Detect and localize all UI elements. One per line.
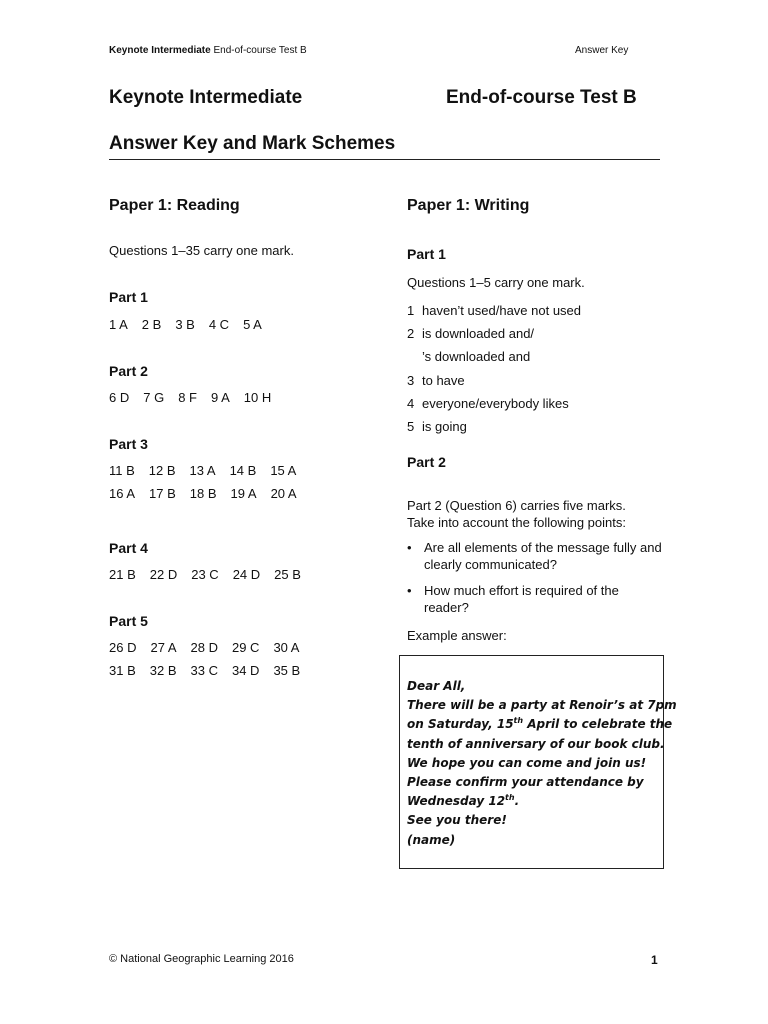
example-answer-box xyxy=(399,655,677,869)
letter-line: tenth of anniversary of our book club. xyxy=(407,736,665,751)
reading-part3-answers-row1 xyxy=(109,463,310,478)
ordinal-suffix: th xyxy=(505,793,515,803)
letter-text: on Saturday, 15 xyxy=(407,717,514,732)
page-subtitle: Answer Key and Mark Schemes xyxy=(109,133,396,154)
answer-item: 1 A xyxy=(109,317,128,332)
list-item xyxy=(407,392,581,415)
answer-item: 30 A xyxy=(273,640,300,655)
reading-part3-answers-row2 xyxy=(109,486,311,501)
item-text: haven’t used/have not used xyxy=(422,303,582,318)
answer-item: 33 C xyxy=(190,663,218,678)
answer-item: 12 B xyxy=(148,463,176,478)
writing-part1-answers xyxy=(407,299,581,438)
writing-part1-intro: Questions 1–5 carry one mark. xyxy=(407,275,585,290)
answer-item: 24 D xyxy=(232,567,261,582)
list-item xyxy=(407,322,581,345)
letter-text: Wednesday 12 xyxy=(407,794,506,809)
example-letter xyxy=(407,677,677,850)
bullet-icon: • xyxy=(407,583,412,598)
item-text: Are all elements of the message fully and clearly communicated? xyxy=(424,540,662,572)
letter-line xyxy=(407,715,677,734)
reading-part2-answers xyxy=(109,390,285,405)
item-text: ’s downloaded and xyxy=(422,349,531,365)
reading-part5-title: Part 5 xyxy=(109,613,148,629)
list-item xyxy=(407,583,667,616)
answer-item: 17 B xyxy=(149,486,176,501)
list-item xyxy=(407,415,581,438)
answer-item: 21 B xyxy=(109,567,136,582)
letter-line: There will be a party at Renoir’s at 7pm xyxy=(407,698,677,713)
page-title-series: Keynote Intermediate xyxy=(109,87,303,108)
item-text: is downloaded and/ xyxy=(422,326,535,342)
running-header-answer-key: Answer Key xyxy=(575,45,629,56)
title-divider xyxy=(109,159,660,160)
answer-item: 5 A xyxy=(243,317,262,332)
answer-item: 26 D xyxy=(109,640,137,655)
reading-part1-answers xyxy=(109,317,276,332)
reading-part3-title: Part 3 xyxy=(109,436,148,452)
item-text: How much effort is required of the reader? xyxy=(424,583,619,615)
answer-item: 27 A xyxy=(150,640,177,655)
reading-part1-title: Part 1 xyxy=(109,289,148,305)
answer-item: 18 B xyxy=(189,486,217,501)
answer-item: 35 B xyxy=(273,663,301,678)
answer-item: 4 C xyxy=(208,317,230,332)
item-number: 4 xyxy=(407,395,415,411)
bullet-icon: • xyxy=(407,540,412,555)
answer-item: 16 A xyxy=(109,486,136,501)
answer-item: 9 A xyxy=(211,390,230,405)
list-item xyxy=(407,540,667,573)
answer-item: 14 B xyxy=(229,463,257,478)
letter-line: We hope you can come and join us! xyxy=(407,755,647,770)
running-header-series: Keynote Intermediate xyxy=(109,45,211,56)
page-number: 1 xyxy=(651,953,658,967)
copyright-notice: © National Geographic Learning 2016 xyxy=(109,953,294,965)
answer-item: 23 C xyxy=(191,567,219,582)
answer-item: 8 F xyxy=(178,390,197,405)
letter-line: Please confirm your attendance by xyxy=(407,775,644,790)
item-number: 1 xyxy=(407,303,415,318)
letter-line: Dear All, xyxy=(407,679,466,693)
answer-item: 10 H xyxy=(243,390,272,405)
item-text: to have xyxy=(422,372,465,388)
letter-line: (name) xyxy=(407,832,456,847)
letter-text: April to celebrate the xyxy=(523,717,673,732)
letter-line: See you there! xyxy=(407,813,507,828)
list-item xyxy=(407,369,581,392)
reading-intro: Questions 1–35 carry one mark. xyxy=(109,243,294,258)
answer-item: 11 B xyxy=(109,463,135,478)
answer-item: 25 B xyxy=(274,567,301,582)
ordinal-suffix: th xyxy=(513,716,524,726)
letter-line xyxy=(407,792,677,811)
reading-part5-answers-row2 xyxy=(109,663,314,678)
reading-heading: Paper 1: Reading xyxy=(109,197,240,214)
list-item xyxy=(407,299,581,322)
answer-item: 7 G xyxy=(143,390,165,405)
letter-text: . xyxy=(514,794,520,809)
answer-item: 28 D xyxy=(190,640,218,655)
answer-item: 29 C xyxy=(231,640,260,655)
intro-line: Part 2 (Question 6) carries five marks. xyxy=(407,498,626,513)
answer-item: 2 B xyxy=(141,317,162,332)
example-label: Example answer: xyxy=(407,628,507,643)
item-number: 3 xyxy=(407,372,415,388)
answer-item: 19 A xyxy=(230,486,257,501)
item-text: is going xyxy=(422,419,467,435)
answer-item: 32 B xyxy=(149,663,177,678)
answer-item: 13 A xyxy=(189,463,216,478)
answer-item: 15 A xyxy=(270,463,297,478)
writing-part2-title: Part 2 xyxy=(407,454,446,470)
page-title-test: End-of-course Test B xyxy=(446,87,637,108)
writing-part2-intro xyxy=(407,497,626,531)
reading-part2-title: Part 2 xyxy=(109,363,148,379)
running-header xyxy=(109,45,307,56)
answer-item: 31 B xyxy=(109,663,136,678)
answer-item: 3 B xyxy=(175,317,195,332)
answer-item: 34 D xyxy=(231,663,260,678)
answer-item: 6 D xyxy=(109,390,130,405)
list-item xyxy=(407,345,581,368)
writing-heading: Paper 1: Writing xyxy=(407,197,530,214)
item-text: everyone/everybody likes xyxy=(422,395,569,411)
running-header-test: End-of-course Test B xyxy=(213,45,307,56)
marking-points-list xyxy=(407,540,667,626)
item-number: 2 xyxy=(407,326,415,342)
reading-part5-answers-row1 xyxy=(109,640,313,655)
answer-item: 22 D xyxy=(149,567,178,582)
writing-part1-title: Part 1 xyxy=(407,246,446,262)
reading-part4-title: Part 4 xyxy=(109,540,148,556)
intro-line: Take into account the following points: xyxy=(407,515,626,530)
item-number: 5 xyxy=(407,419,415,435)
answer-item: 20 A xyxy=(270,486,297,501)
reading-part4-answers xyxy=(109,567,315,582)
